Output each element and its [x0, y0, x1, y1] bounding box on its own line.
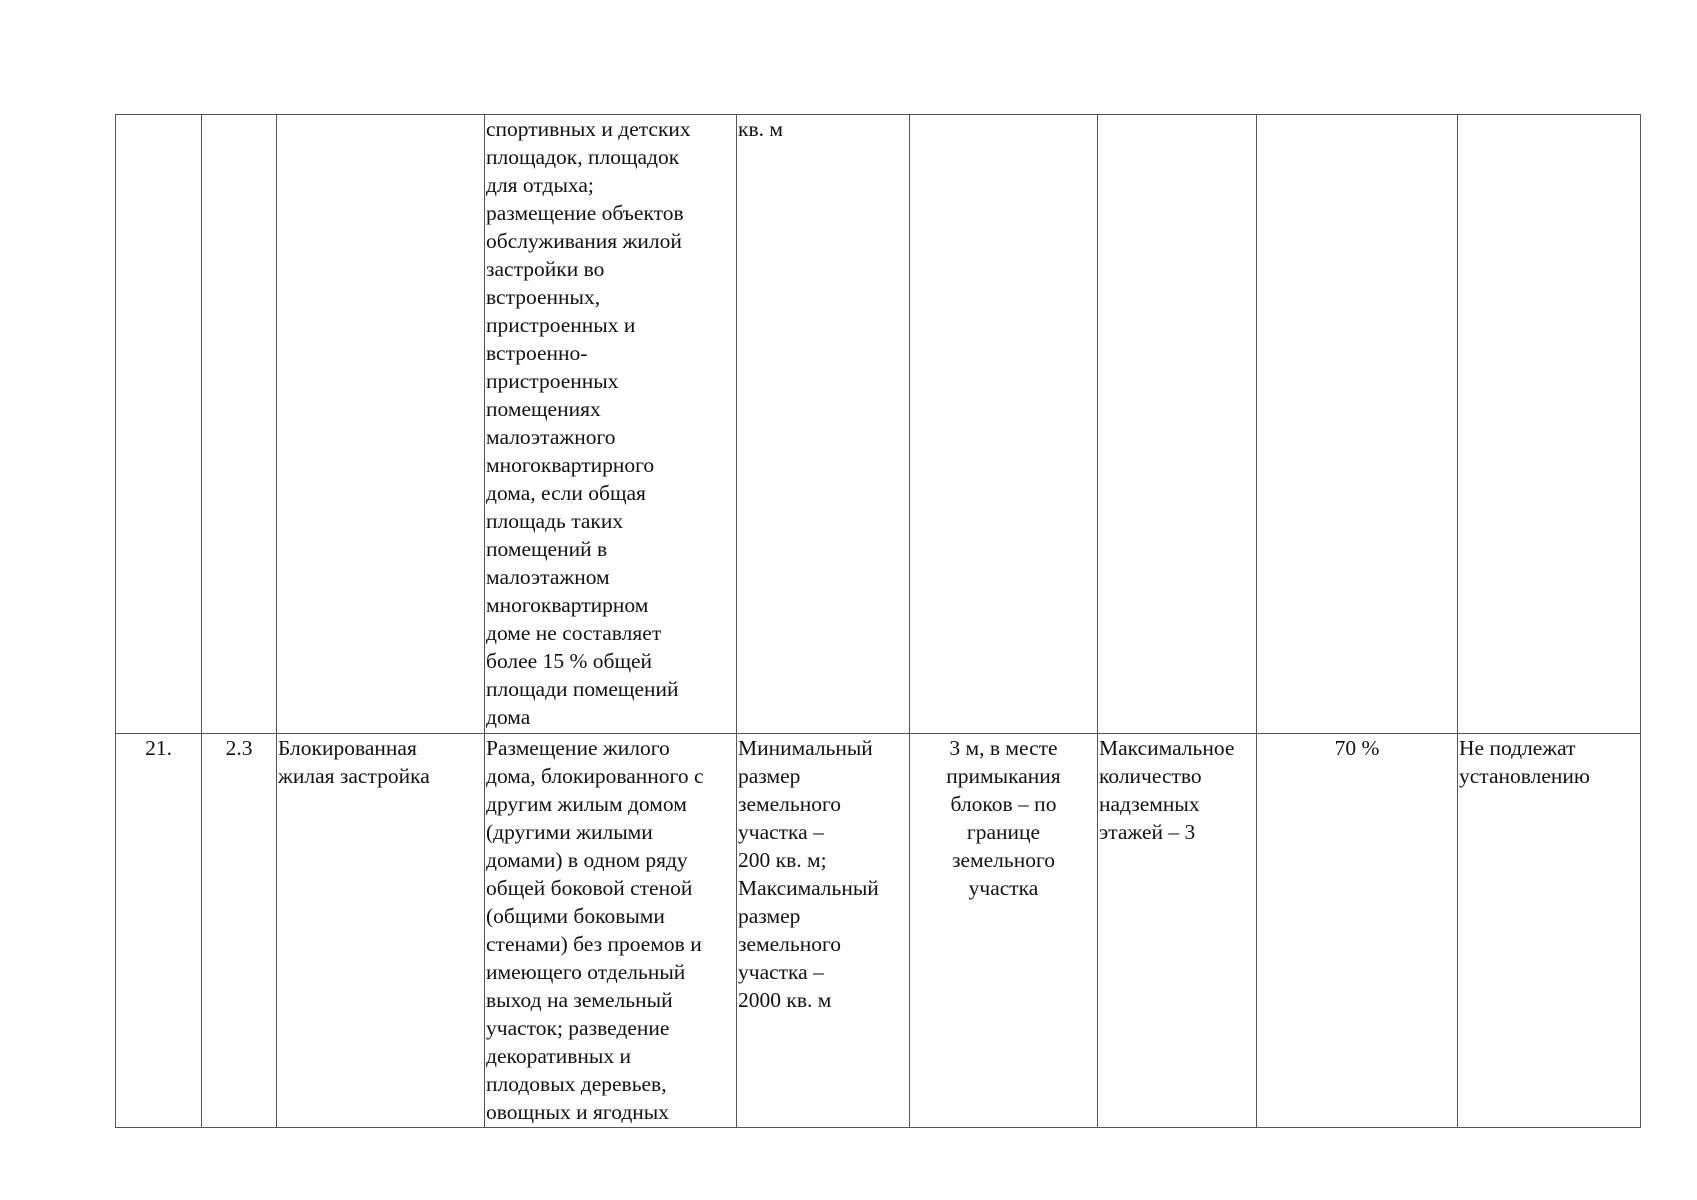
text-line: границе [966, 820, 1041, 844]
cell-number [116, 115, 202, 734]
text-line: стенами) без проемов и [486, 932, 702, 956]
text-line: площадок, площадок [486, 145, 680, 169]
text-line: плодовых деревьев, [486, 1072, 667, 1096]
text-line: установлению [1459, 764, 1590, 788]
text-line: встроенных, [486, 285, 601, 309]
cell-setback [910, 115, 1098, 734]
text-line: малоэтажного [486, 425, 616, 449]
text-line: 200 кв. м; [738, 848, 827, 872]
text-line: примыкания [946, 764, 1061, 788]
text-line: дома [486, 705, 531, 729]
cell-code [202, 115, 277, 734]
text-line: размер [738, 764, 801, 788]
cell-code: 2.3 [202, 734, 277, 1128]
text-line: пристроенных и [486, 313, 636, 337]
text-line: участка [968, 876, 1039, 900]
text-line: помещениях [486, 397, 601, 421]
text-line: Минимальный [738, 736, 873, 760]
text-line: участка – [738, 820, 824, 844]
text-line: домами) в одном ряду [486, 848, 688, 872]
text-line: 70 % [1334, 736, 1380, 760]
text-line: размещение объектов [486, 201, 684, 225]
cell-name [277, 734, 485, 1128]
text-line: (общими боковыми [486, 904, 665, 928]
text-line: общей боковой стеной [486, 876, 693, 900]
text-line: жилая застройка [278, 764, 430, 788]
text-line: доме не составляет [486, 621, 662, 645]
text-line: многоквартирном [486, 593, 649, 617]
text-line: спортивных и детских [486, 117, 691, 141]
text-line: площади помещений [486, 677, 679, 701]
text-line: встроенно- [486, 341, 588, 365]
text-line: 2000 кв. м [738, 988, 832, 1012]
text-line: пристроенных [486, 369, 619, 393]
text-line: этажей – 3 [1099, 820, 1196, 844]
text-line: Не подлежат [1459, 736, 1576, 760]
text-line: блоков – по [950, 792, 1057, 816]
text-line: земельного [738, 792, 842, 816]
text-line: для отдыха; [486, 173, 594, 197]
text-line: Размещение жилого [486, 736, 670, 760]
cell-setback [910, 734, 1098, 1128]
cell-other [1458, 115, 1641, 734]
text-line: площадь таких [486, 509, 624, 533]
text-line: Максимальный [738, 876, 879, 900]
cell-floors [1098, 115, 1257, 734]
cell-floors [1098, 734, 1257, 1128]
table-row [116, 734, 1641, 1128]
text-line: малоэтажном [486, 565, 610, 589]
cell-description [485, 115, 737, 734]
text-line: обслуживания жилой [486, 229, 682, 253]
cell-coverage [1257, 734, 1458, 1128]
text-line: 3 м, в месте [949, 736, 1058, 760]
text-line: помещений в [486, 537, 608, 561]
text-line: овощных и ягодных [486, 1100, 669, 1124]
cell-description [485, 734, 737, 1128]
text-line: количество [1099, 764, 1202, 788]
table-row [116, 115, 1641, 734]
cell-coverage [1257, 115, 1458, 734]
cell-plot-size [737, 115, 910, 734]
text-line: надземных [1099, 792, 1200, 816]
text-line: участок; разведение [486, 1016, 670, 1040]
cell-name [277, 115, 485, 734]
text-line: более 15 % общей [486, 649, 653, 673]
text-line: Максимальное [1099, 736, 1235, 760]
text-line: декоративных и [486, 1044, 631, 1068]
cell-number: 21. [116, 734, 202, 1128]
text-line: застройки во [486, 257, 605, 281]
text-line: земельного [738, 932, 842, 956]
text-line: земельного [951, 848, 1055, 872]
text-line: дома, если общая [486, 481, 646, 505]
text-line: размер [738, 904, 801, 928]
cell-other [1458, 734, 1641, 1128]
text-line: (другими жилыми [486, 820, 653, 844]
text-line: дома, блокированного с [486, 764, 704, 788]
text-line: выход на земельный [486, 988, 673, 1012]
text-line: другим жилым домом [486, 792, 687, 816]
text-line: участка – [738, 960, 824, 984]
text-line: многоквартирного [486, 453, 655, 477]
text-line: Блокированная [278, 736, 417, 760]
cell-plot-size [737, 734, 910, 1128]
regulations-table [115, 114, 1641, 1128]
text-line: кв. м [738, 117, 783, 141]
text-line: имеющего отдельный [486, 960, 686, 984]
